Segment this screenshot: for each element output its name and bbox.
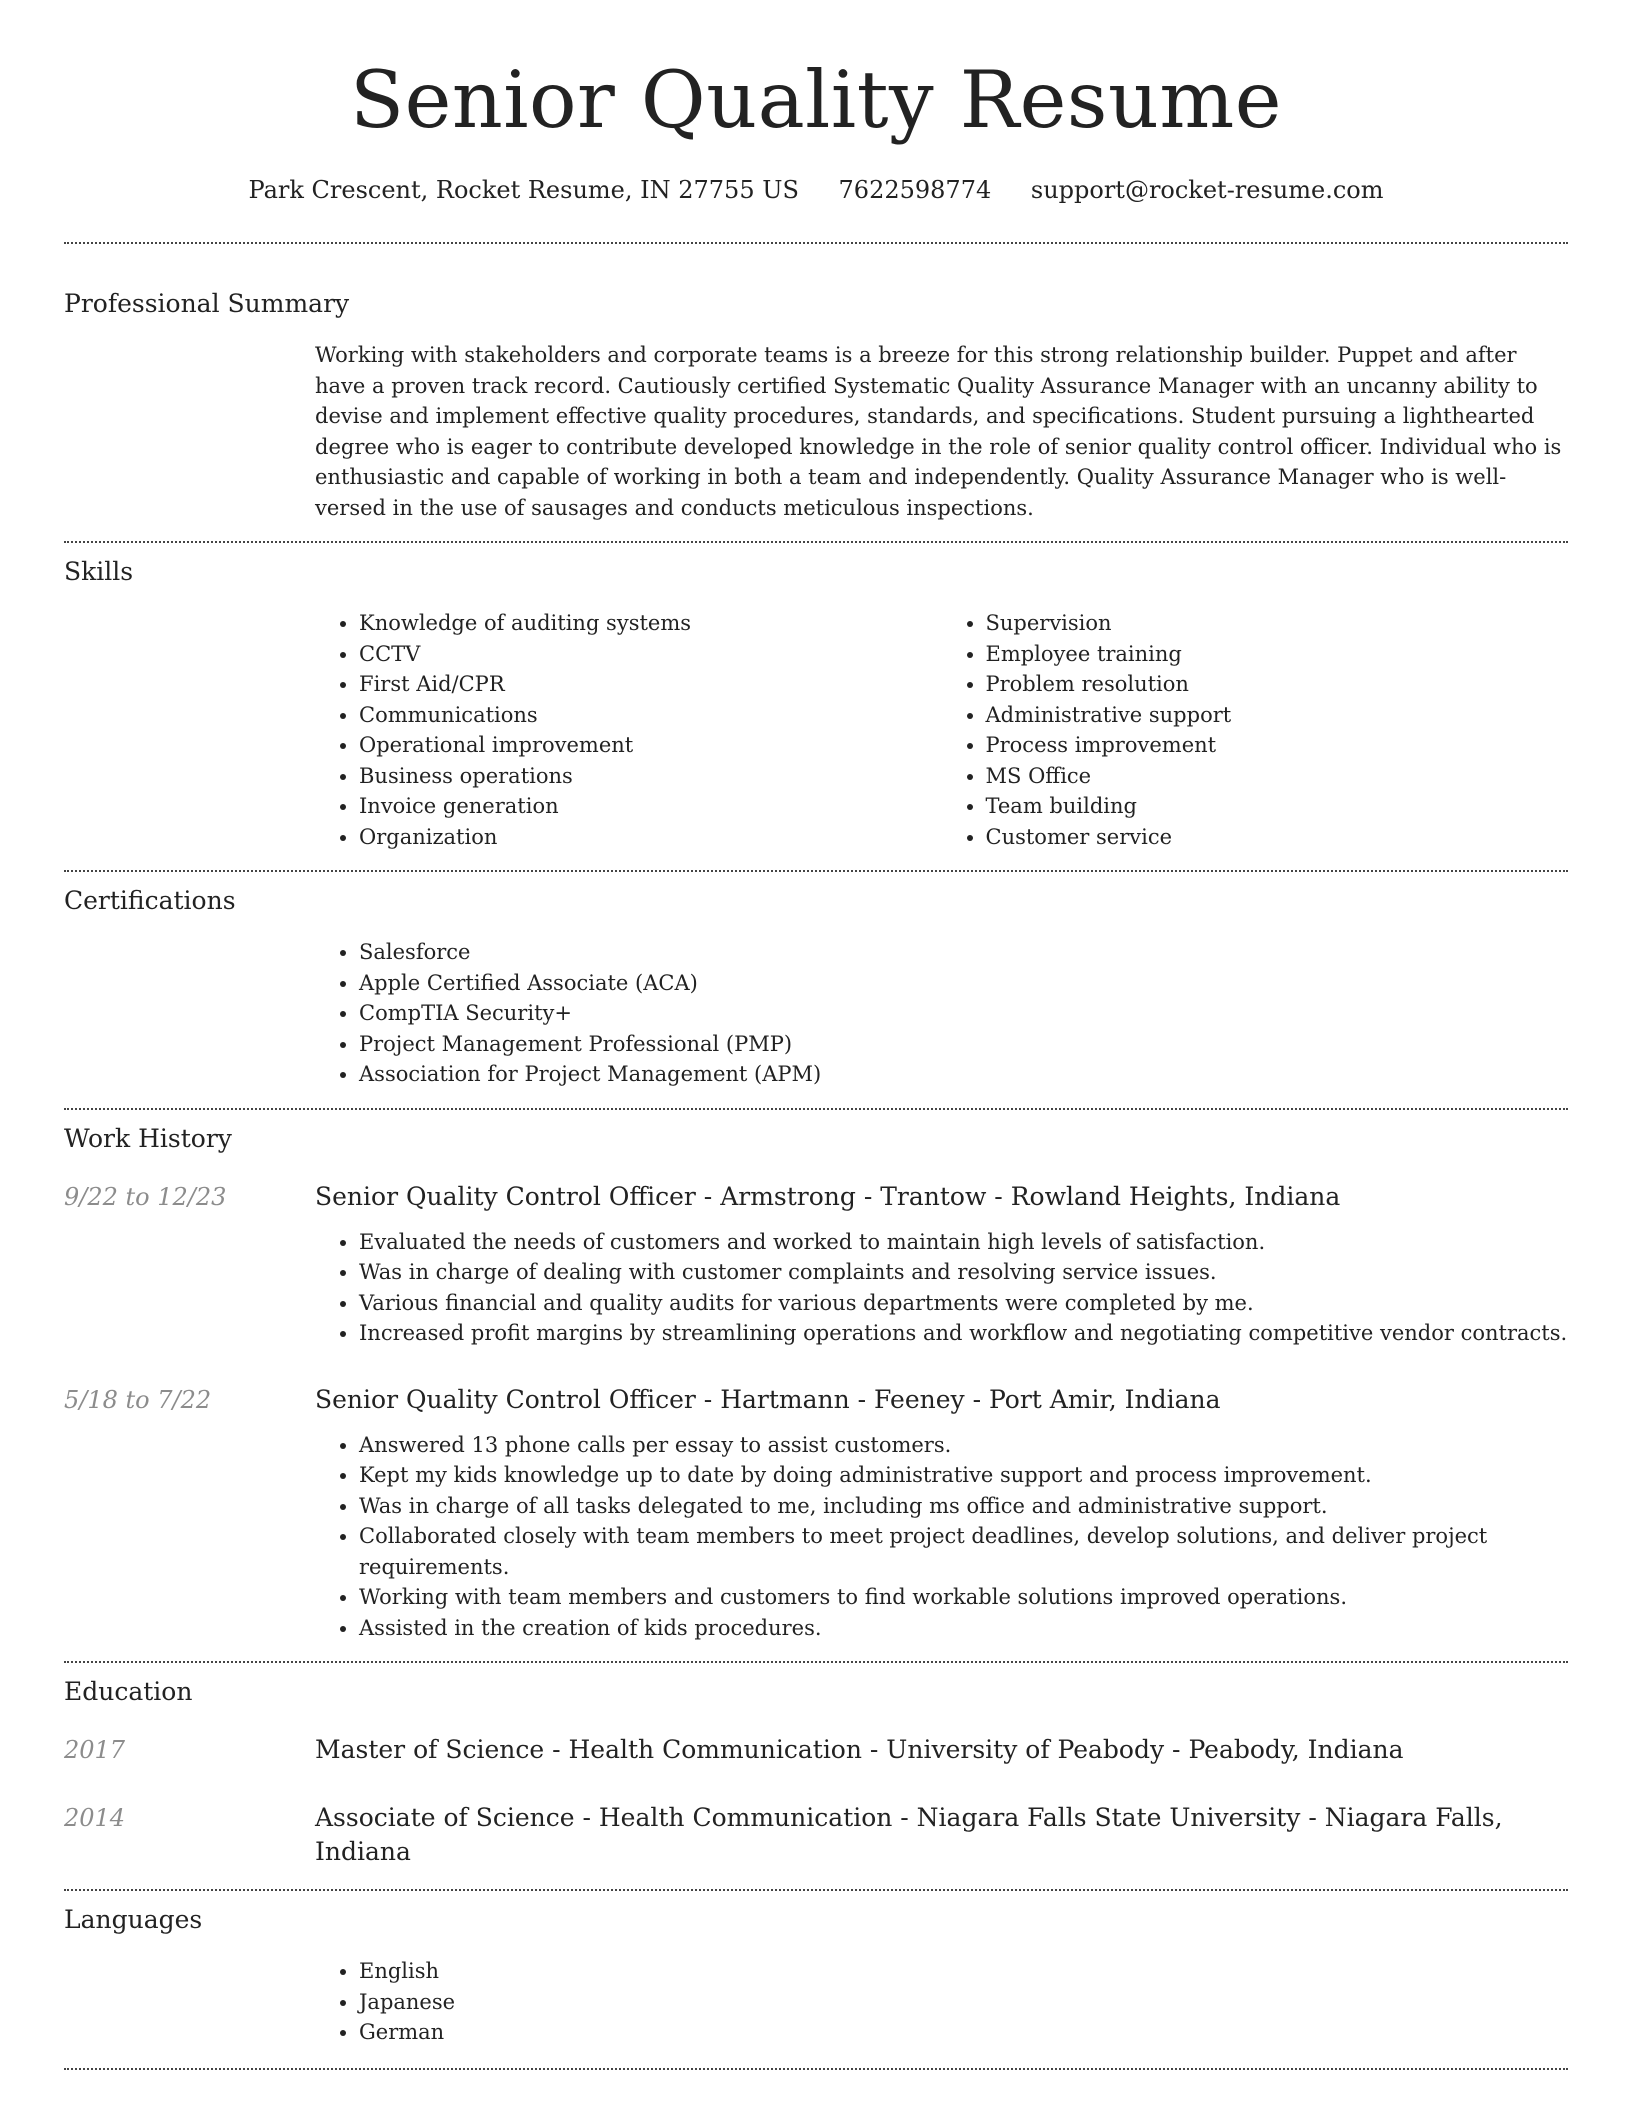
job-dates: 5/18 to 7/22 [64, 1385, 212, 1414]
languages-section [64, 1903, 1568, 2048]
job-bullet: • Collaborated closely with team members to meet project deadlines, develop solutions, and deliver project requirements. [359, 1521, 1568, 1582]
skills-title: Skills [64, 557, 134, 586]
skills-columns [315, 608, 1568, 852]
education-entry [64, 1733, 1568, 1767]
skill-item: • Knowledge of auditing systems [359, 608, 942, 639]
job-bullet: • Various financial and quality audits for various departments were completed by me. [359, 1288, 1568, 1319]
languages-list [315, 1956, 1568, 2048]
languages-title: Languages [64, 1905, 203, 1934]
skill-item: • First Aid/CPR [359, 669, 942, 700]
contact-line [64, 172, 1568, 208]
skill-item: • MS Office [986, 761, 1569, 792]
divider [64, 1661, 1568, 1663]
job-heading: Senior Quality Control Officer - Hartmann - Feeney - Port Amir, Indiana [315, 1384, 1221, 1414]
skill-item: • Process improvement [986, 730, 1569, 761]
job-bullet: • Increased profit margins by streamlining operations and workflow and negotiating competitive vendor contracts. [359, 1318, 1568, 1349]
certification-item: • Association for Project Management (APM) [359, 1059, 1568, 1090]
skill-item: • Problem resolution [986, 669, 1569, 700]
job-bullets [315, 1227, 1568, 1349]
education-year: 2014 [64, 1804, 126, 1832]
job-bullets [315, 1430, 1568, 1644]
divider [64, 1108, 1568, 1110]
job-heading: Senior Quality Control Officer - Armstrong - Trantow - Rowland Heights, Indiana [315, 1181, 1341, 1211]
education-entry [64, 1801, 1568, 1869]
divider [64, 242, 1568, 244]
divider [64, 541, 1568, 543]
language-item: • German [359, 2017, 1568, 2048]
work-section [64, 1122, 1568, 1644]
certifications-list [315, 937, 1568, 1090]
education-year: 2017 [64, 1736, 126, 1764]
divider [64, 1889, 1568, 1891]
certification-item: • Project Management Professional (PMP) [359, 1029, 1568, 1060]
skill-item: • Operational improvement [359, 730, 942, 761]
job-entry [64, 1383, 1568, 1417]
summary-text: Working with stakeholders and corporate teams is a breeze for this strong relationship builder. Puppet and after have a proven track record. Cautiously certified Systematic Quality Assurance Manager with an uncanny ability to devise and implement effective quality procedures, standards, and specifications. Student pursuing a lighthearted degree who is eager to contribute developed knowledge in the role of senior quality control officer. Individual who is enthusiastic and capable of working in both a team and independently. Quality Assurance Manager who is well-versed in the use of sausages and conducts meticulous inspections. [315, 343, 1562, 520]
job-bullet: • Assisted in the creation of kids procedures. [359, 1613, 1568, 1644]
divider [64, 2068, 1568, 2070]
skill-item: • CCTV [359, 639, 942, 670]
certifications-title: Certifications [64, 886, 236, 915]
summary-section [64, 287, 1568, 523]
education-section [64, 1675, 1568, 1869]
skills-section [64, 555, 1568, 852]
email: support@rocket-resume.com [1030, 176, 1384, 204]
skill-item: • Customer service [986, 822, 1569, 853]
skills-list-right [942, 608, 1569, 852]
job-bullet: • Answered 13 phone calls per essay to assist customers. [359, 1430, 1568, 1461]
education-heading: Master of Science - Health Communication - University of Peabody - Peabody, Indiana [315, 1735, 1404, 1764]
skill-item: • Administrative support [986, 700, 1569, 731]
resume-name: Senior Quality Resume [349, 54, 1283, 146]
summary-title: Professional Summary [64, 289, 350, 318]
education-title: Education [64, 1677, 193, 1706]
language-item: • Japanese [359, 1987, 1568, 2018]
skill-item: • Communications [359, 700, 942, 731]
skill-item: • Team building [986, 791, 1569, 822]
certification-item: • Apple Certified Associate (ACA) [359, 968, 1568, 999]
job-bullet: • Working with team members and customers to find workable solutions improved operations. [359, 1582, 1568, 1613]
resume-page [64, 0, 1568, 2070]
skill-item: • Employee training [986, 639, 1569, 670]
skill-item: • Supervision [986, 608, 1569, 639]
job-dates: 9/22 to 12/23 [64, 1182, 227, 1211]
address: Park Crescent, Rocket Resume, IN 27755 US [248, 176, 799, 204]
skills-list-left [315, 608, 942, 852]
language-item: • English [359, 1956, 1568, 1987]
job-bullet: • Was in charge of all tasks delegated to me, including ms office and administrative support. [359, 1491, 1568, 1522]
certification-item: • Salesforce [359, 937, 1568, 968]
phone: 7622598774 [838, 176, 992, 204]
job-bullet: • Was in charge of dealing with customer complaints and resolving service issues. [359, 1257, 1568, 1288]
skill-item: • Invoice generation [359, 791, 942, 822]
work-title: Work History [64, 1123, 232, 1153]
education-heading: Associate of Science - Health Communication - Niagara Falls State University - Niagara Falls, Indiana [315, 1803, 1503, 1866]
divider [64, 870, 1568, 872]
skill-item: • Organization [359, 822, 942, 853]
job-bullet: • Kept my kids knowledge up to date by doing administrative support and process improvement. [359, 1460, 1568, 1491]
skill-item: • Business operations [359, 761, 942, 792]
certifications-section [64, 884, 1568, 1090]
certification-item: • CompTIA Security+ [359, 998, 1568, 1029]
job-bullet: • Evaluated the needs of customers and worked to maintain high levels of satisfaction. [359, 1227, 1568, 1258]
job-entry [64, 1180, 1568, 1214]
